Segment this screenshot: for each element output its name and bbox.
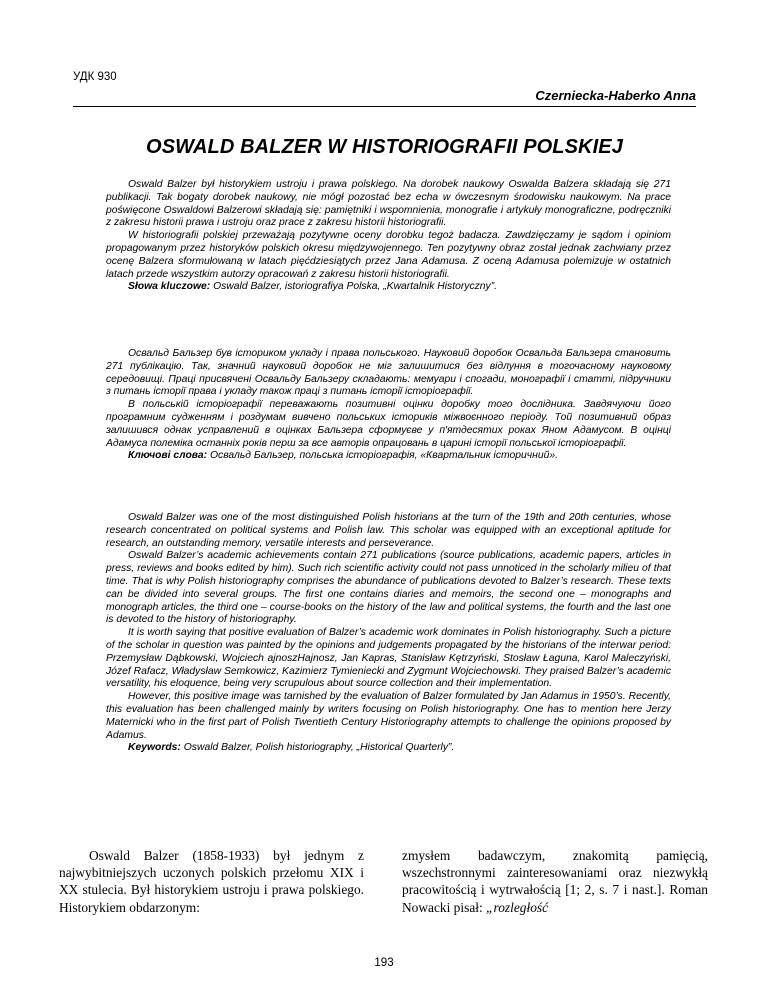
article-title: OSWALD BALZER W HISTORIOGRAFII POLSKIEJ	[146, 136, 623, 158]
keywords-line	[106, 281, 671, 294]
abstract-paragraph: Oswald Balzer był historykiem ustroju i prawa polskiego. Na dorobek naukowy Oswalda Balzera składają się 271 publikacji. Tak bogaty dorobek naukowy, nie mógł pozostać bez echa w ówczesnym środowisku naukowym. Na prace poświęcone Oswaldowi Balzerowi składają się: pamiętniki i wspomnienia, monografie i artykuły monograficzne, podręczniki z zakresu historii prawa i ustroju oraz prace z zakresu historii historiografii.	[106, 179, 671, 229]
body-text: zmysłem badawczym, znakomitą pamięcią, wszechstronnymi zainteresowaniami oraz niezwykłą pracowitością i wytrwałością [1; 2, s. 7 i nast.]. Roman Nowacki pisał:	[402, 848, 708, 915]
abstract-paragraph: Освальд Бальзер був істориком укладу і права польського. Науковий доробок Освальда Бальзера становить 271 публікацію. Так, значний науковий доробок не міг залишитися без відлуння в тогочасному науковому середовищі. Праці присвячені Освальду Бальзеру складають: мемуари і спогади, монографії і статті, підручники з питань історії права і укладу також праці з питань історії історіографії.	[106, 348, 671, 398]
body-column-left	[59, 847, 364, 916]
abstract-paragraph: W historiografii polskiej przeważają pozytywne oceny dorobku tegoż badacza. Zawdzięczamy je sądom i opiniom propagowanym przez historyków polskich okresu międzywojennego. Ten pozytywny obraz został jednak zachwiany przez ocenę Balzera sformułowaną w latach pięćdziesiątych przez Jana Adamusa. Z oceną Adamusa polemizuje w ostatnich latach przede wszystkim autorzy opracowań z zakresu historii historiografii.	[106, 230, 671, 280]
udk-code: УДК 930	[73, 71, 117, 83]
abstract-paragraph: It is worth saying that positive evaluation of Balzer’s academic work dominates in Polish historiography. Such a picture of the scholar in question was painted by the opinions and judgements propagated by the historians of the interwar period: Przemysław Dąbkowski, Wojciech ajnoszHajnosz, Jan Kapras, Stanisław Kętrzyński, Stosław Łaguna, Karol Maleczyński, Józef Rafacz, Władysław Semkowicz, Kazimierz Tymieniecki and Zygmunt Wojciechowski. They praised Balzer’s academic versatility, his eloquence, being very scrupulous about source collection and their implementation.	[106, 627, 671, 690]
keywords-label: Keywords:	[128, 742, 181, 754]
page-number: 193	[374, 957, 394, 969]
body-column-right	[402, 847, 708, 916]
abstract-paragraph: However, this positive image was tarnished by the evaluation of Balzer formulated by Jan Adamus in 1950’s. Recently, this evaluation has been challenged mainly by writers focusing on Polish historiography. One has to mention here Jerzy Maternicki who in the first part of Polish Twentieth Century Historiography attempts to challenge the opinions proposed by Adamus.	[106, 691, 671, 741]
keywords-text: Освальд Бальзер, польська історіографія, «Квартальник історичний».	[207, 450, 558, 462]
author-name: Czerniecka-Haberko Anna	[535, 88, 696, 103]
keywords-label: Ключові слова:	[128, 450, 208, 462]
body-paragraph: Oswald Balzer (1858-1933) był jednym z najwybitniejszych uczonych polskich przełomu XIX i XX stulecia. Był historykiem ustroju i prawa polskiego. Historykiem obdarzonym:	[59, 848, 364, 915]
header-rule	[73, 106, 696, 107]
quote-start: „rozległość	[486, 899, 549, 915]
abstract-paragraph: В польській історіографії переважають позитивні оцінки доробку того дослідника. Завдячуючи його програмним судженням і роздумам вивчено польських істориків міжвоєнного періоду. Той позитивний образ залишився однак усправлений в оцінках Бальзера сформуєве у п'ятдесятих роках Яном Адамусом. В оцінці Адамуса полеміка останніх років перш за все авторів опрацовань в царині історії польської історіографії.	[106, 399, 671, 449]
keywords-line	[106, 450, 671, 463]
abstract-polish	[106, 179, 671, 294]
keywords-text: Oswald Balzer, istoriografiya Polska, „Kwartalnik Historyczny”.	[210, 281, 498, 293]
body-paragraph	[402, 847, 708, 916]
abstract-ukrainian	[106, 348, 671, 463]
abstract-english	[106, 512, 671, 755]
abstract-paragraph: Oswald Balzer was one of the most distinguished Polish historians at the turn of the 19th and 20th centuries, whose research concentrated on political systems and Polish law. This scholar was equipped with an exceptional aptitude for research, an outstanding memory, versatile interests and perseverance.	[106, 512, 671, 549]
abstract-paragraph: Oswald Balzer’s academic achievements contain 271 publications (source publications, academic papers, articles in press, reviews and books edited by him). Such rich scientific activity could not pass unnoticed in the scholarly milieu of that time. That is why Polish historiography comprises the abundance of publications devoted to Balzer’s research. These texts can be divided into several groups. The first one contains diaries and memoirs, the second one – monographs and monograph articles, the third one – course-books on the history of the law and political systems, the fourth and the last one is devoted to the history of historiography.	[106, 550, 671, 626]
keywords-label: Słowa kluczowe:	[128, 281, 211, 293]
keywords-text: Oswald Balzer, Polish historiography, „Historical Quarterly”.	[180, 742, 455, 754]
keywords-line	[106, 742, 671, 755]
